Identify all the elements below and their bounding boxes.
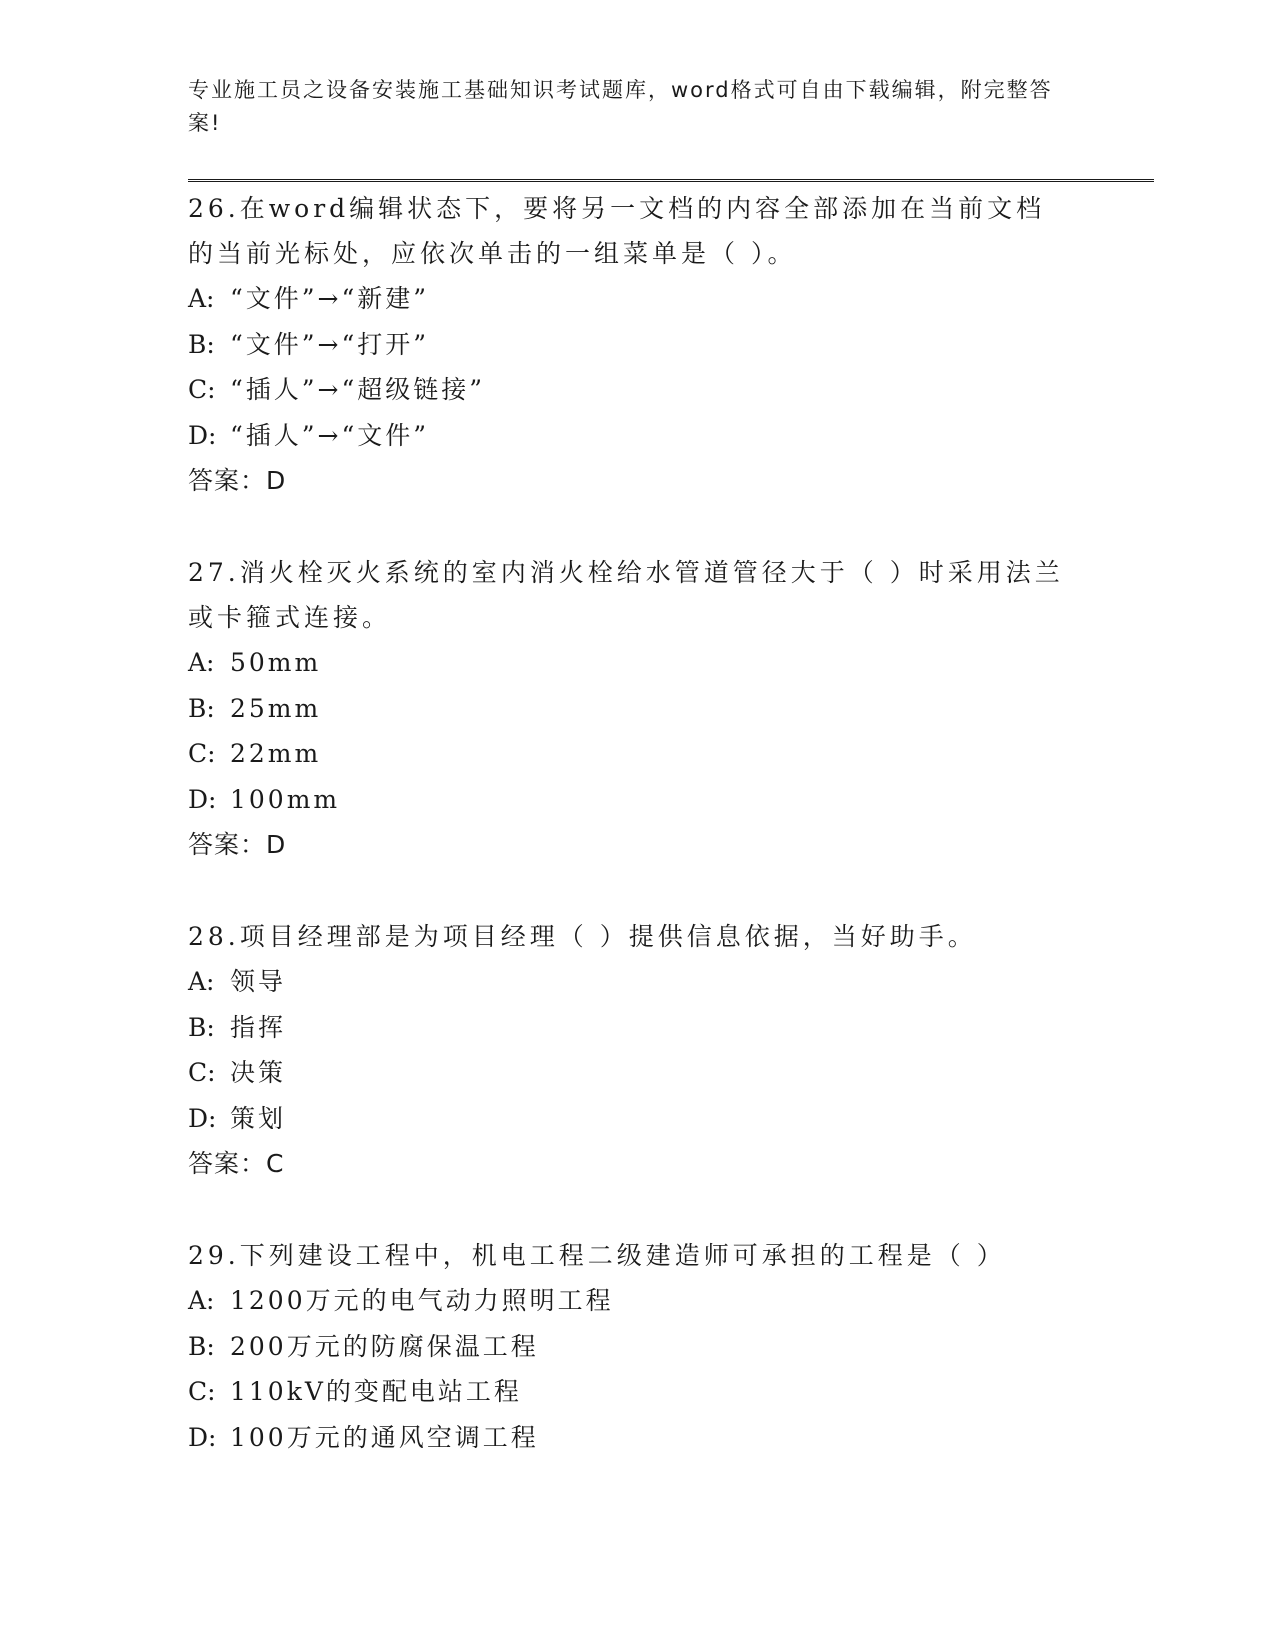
question-26 [188, 186, 1068, 504]
question-29 [188, 1233, 1068, 1460]
answer-line: 答案：C [188, 1149, 285, 1178]
option-c [188, 1050, 1068, 1096]
question-stem: 28.项目经理部是为项目经理（ ）提供信息依据，当好助手。 [188, 922, 977, 951]
option-text: 200万元的防腐保温工程 [230, 1331, 539, 1361]
option-letter: B: [188, 1012, 215, 1042]
option-letter: B: [188, 1331, 215, 1361]
option-letter: B: [188, 329, 215, 359]
question-stem: 26.在word编辑状态下，要将另一文档的内容全部添加在当前文档的当前光标处，应依次单击的一组菜单是（ ）。 [188, 194, 1046, 268]
option-a [188, 1278, 1068, 1324]
option-b [188, 686, 1068, 732]
question-27 [188, 550, 1068, 868]
option-c [188, 731, 1068, 777]
answer-line: 答案：D [188, 830, 287, 859]
option-list [188, 276, 1068, 458]
option-text: “文件”→“新建” [230, 284, 430, 313]
answer-line: 答案：D [188, 466, 287, 495]
option-b [188, 1005, 1068, 1051]
option-d [188, 1415, 1068, 1461]
option-letter: D: [188, 1422, 217, 1452]
option-text: “插人”→“超级链接” [230, 375, 486, 404]
option-letter: A: [188, 648, 215, 677]
option-letter: C: [188, 1058, 216, 1087]
option-b [188, 1324, 1068, 1370]
option-list [188, 640, 1068, 822]
option-letter: A: [188, 967, 215, 996]
option-a [188, 959, 1068, 1005]
option-a [188, 276, 1068, 322]
option-text: 22mm [230, 739, 322, 768]
option-list [188, 1278, 1068, 1460]
option-letter: C: [188, 739, 216, 768]
question-28 [188, 914, 1068, 1187]
option-d [188, 1096, 1068, 1142]
question-stem: 27.消火栓灭火系统的室内消火栓给水管道管径大于（ ）时采用法兰或卡箍式连接。 [188, 558, 1064, 632]
option-letter: A: [188, 1286, 215, 1315]
option-d [188, 413, 1068, 459]
option-letter: C: [188, 375, 216, 404]
option-list [188, 959, 1068, 1141]
option-text: 决策 [230, 1058, 287, 1087]
option-text: “插人”→“文件” [230, 420, 430, 450]
option-b [188, 322, 1068, 368]
document-header: 专业施工员之设备安装施工基础知识考试题库，word格式可自由下载编辑，附完整答案! [188, 78, 1053, 135]
option-letter: D: [188, 784, 217, 814]
option-c [188, 367, 1068, 413]
question-stem: 29.下列建设工程中，机电工程二级建造师可承担的工程是（ ） [188, 1241, 1006, 1270]
header-divider [188, 179, 1154, 182]
option-letter: D: [188, 420, 217, 450]
option-letter: C: [188, 1377, 216, 1406]
option-text: 25mm [230, 693, 322, 723]
option-text: 100万元的通风空调工程 [230, 1422, 539, 1452]
option-text: “文件”→“打开” [230, 329, 430, 359]
option-text: 100mm [230, 784, 341, 814]
option-text: 110kV的变配电站工程 [230, 1377, 522, 1406]
option-letter: B: [188, 693, 215, 723]
option-letter: D: [188, 1103, 217, 1133]
option-d [188, 777, 1068, 823]
option-c [188, 1369, 1068, 1415]
option-text: 1200万元的电气动力照明工程 [230, 1286, 614, 1315]
option-text: 领导 [230, 967, 287, 996]
option-text: 指挥 [230, 1012, 287, 1042]
option-text: 50mm [230, 648, 322, 677]
option-letter: A: [188, 284, 215, 313]
option-text: 策划 [230, 1103, 287, 1133]
option-a [188, 640, 1068, 686]
